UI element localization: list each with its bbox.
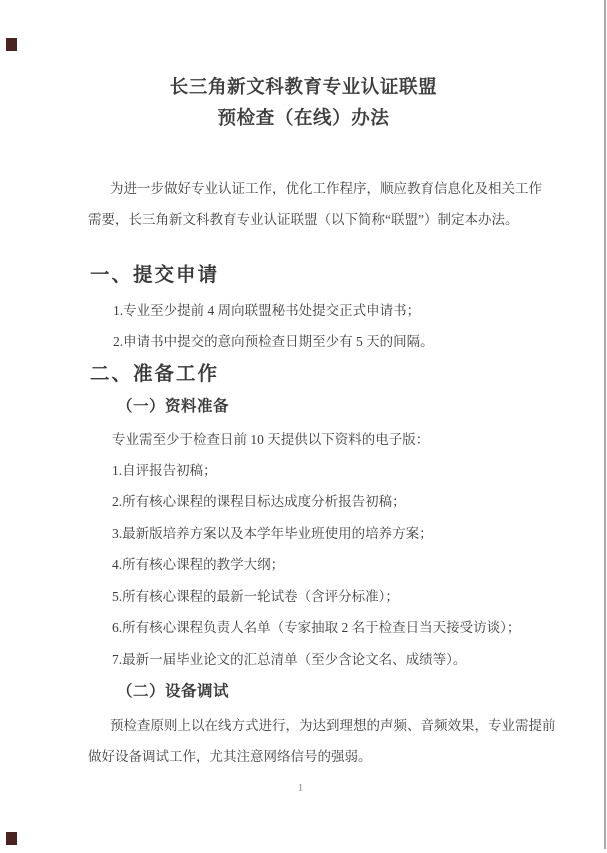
subsection-2-heading: （二）设备调试 — [117, 683, 230, 700]
device-paragraph-line-2: 做好设备调试工作，尤其注意网络信号的强弱。 — [88, 749, 372, 764]
section-1-item-2: 2.申请书中提交的意向预检查日期至少有 5 天的间隔。 — [113, 334, 434, 349]
section-1-item-1: 1.专业至少提前 4 周向联盟秘书处提交正式申请书； — [113, 303, 421, 318]
intro-paragraph-line-2: 需要，长三角新文科教育专业认证联盟（以下简称“联盟”）制定本办法。 — [88, 212, 519, 227]
materials-item-2: 2.所有核心课程的课程目标达成度分析报告初稿； — [112, 494, 406, 509]
materials-item-6: 6.所有核心课程负责人名单（专家抽取 2 名于检查日当天接受访谈）； — [112, 620, 521, 635]
scan-mark-bottom-left — [6, 832, 17, 845]
device-paragraph-line-1: 预检查原则上以在线方式进行，为达到理想的声频、音频效果，专业需提前 — [110, 718, 556, 733]
materials-item-5: 5.所有核心课程的最新一轮试卷（含评分标准）； — [112, 589, 399, 604]
section-1-heading: 一、提交申请 — [90, 265, 220, 286]
subsection-1-heading: （一）资料准备 — [117, 398, 230, 415]
materials-item-1: 1.自评报告初稿； — [112, 463, 217, 478]
page-right-edge-border — [604, 0, 606, 849]
scan-mark-top-left — [6, 38, 17, 51]
materials-lead-sentence: 专业需至少于检查日前 10 天提供以下资料的电子版： — [112, 432, 430, 447]
intro-paragraph-line-1: 为进一步做好专业认证工作，优化工作程序，顺应教育信息化及相关工作 — [110, 181, 542, 196]
document-title-line-2: 预检查（在线）办法 — [217, 109, 390, 129]
materials-item-3: 3.最新版培养方案以及本学年毕业班使用的培养方案； — [112, 526, 433, 541]
materials-item-4: 4.所有核心课程的教学大纲； — [112, 557, 285, 572]
document-title-line-1: 长三角新文科教育专业认证联盟 — [169, 78, 438, 98]
page-number: 1 — [297, 782, 304, 794]
materials-item-7: 7.最新一届毕业论文的汇总清单（至少含论文名、成绩等）。 — [112, 652, 467, 667]
section-2-heading: 二、准备工作 — [90, 364, 220, 385]
